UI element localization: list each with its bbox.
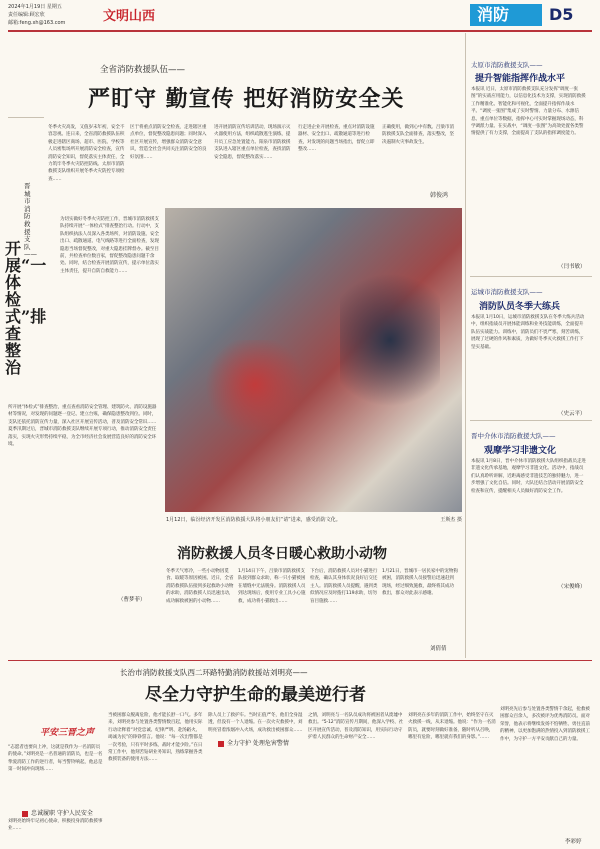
rescue-body-col3: 下台后，消防救援人员对小猫进行检查，确认其身体状况良好后交还主人。消防救援人员提醒，遇到类似情况应及时拨打119求助，切勿盲目施救…… [310,569,378,604]
rescue-body-col1: 冬季天气寒冷，一些小动物因觅食、取暖等原因被困。近日，全省消防救援队伍接到多起救助小动物的求助，消防救援人员迅速出动，成功解救被困的小动物…… [166,569,234,604]
masthead-logo: 文明山西 [103,9,156,24]
sidebar1-kicker: 太原市消防救援支队—— [471,61,543,69]
photo-highlight-2 [340,260,440,420]
lead-author: 韩俊鸿 [430,192,449,199]
bottom-author: 李彩婷 [565,839,582,845]
lead-body-col2: 区于将重点消防安全检查，走进辖区重点单位，督促整改隐患问题；同时深入社区开展宣传，增强群众消防安全意识，营造全社会共同关注消防安全的良好氛围…… [130,125,207,160]
column-logo [40,720,100,736]
header-rule [8,30,592,32]
rescue-body-col4: 1月21日，晋城市一居民家中的宠物狗被困，消防救援人员接警后迅速赶到现场，经过细致施救，最终将其成功救出，群众对此表示感谢。 [382,569,458,597]
left-story-body: 为切实做好冬季火灾防控工作，晋城市消防救援支队持续开展“一体检式”排查整治行动。行动中，支队组织执法人员深入各类场所，对消防设施、安全出口、疏散通道、电气线路等进行全面检查，发现隐患当场督促整改，对重大隐患挂牌督办。截至目前，共检查单位数百家，督促整改隐患问题千余处。同时，结合检查开展消防宣传，提示单位落实主体责任，提升自防自救能力…… [60,217,159,274]
bottom-subhead1 [22,808,93,817]
sidebar2-body: 本报讯 1月10日，运城市消防救援支队在冬季大练兵活动中，组织指战员开展体能训练和业务技能训练，全面提升队伍实战能力。训练中，消防员们不畏严寒，刻苦训练，展现了过硬的作风和素质，为做好冬季灭火救援工作打下坚实基础。 [471,315,585,350]
bottom-body-col6: 刘明亮先后参与处置各类警情千余起，抢救被困群众百余人，多次被评为优秀消防员。面对荣誉，他表示将继续发扬不怕牺牲、勇往直前的精神，以更加饱满的热情投入到消防救援工作中，为守护一方平安贡献自己的力量。 [500,707,590,742]
header-email: 邮箱:feng.xh@163.com [8,20,66,26]
header-meta [8,3,98,27]
lead-kicker: 全省消防救援队伍—— [100,65,186,75]
page-number: D5 [549,5,574,24]
photo-caption-text: 1月12日，临汾经济开发区消防救援大队将小朋友们“请”进来，感受消防文化。 [166,517,341,523]
photo-credit: 王斯杰 摄 [440,517,462,523]
sidebar3-kicker: 晋中介休市消防救援大队—— [471,432,556,440]
lead-body-col4: 行走进企业开展检查，重点对消防设施器材、安全出口、疏散通道等进行检查，对发现的问题当场指出，督促立即整改…… [298,125,375,153]
left-story-headline: 开展“一体检式”排查整治 [5,239,47,377]
rescue-body-col2: 1月14日下午，吕梁市消防救援支队接到群众求助，称一只小猫被困在墙缝中无法脱身。消防救援人员到达现场后，使用专业工具小心施救，成功将小猫救出…… [238,569,306,604]
sidebar1-author: （闫书敏） [558,264,586,270]
bottom-subhead2 [218,738,289,747]
bottom-rule [8,660,592,661]
subhead2-text: 全力守护 处理危害警情 [227,740,289,747]
left-story-body-lower: 所开展“体检式”排查整治，重点查看消防安全管理、建筑防火、消防设施器材等情况，对发现的问题逐一登记、建立台账，确保隐患整改到位。同时，支队还依托消防宣传力量，深入社区开展宣传活动，普及消防安全常识……夏季汛期过后，晋城市消防救援支队继续开展专项行动，推动消防安全责任落实，实现火灾形势持续平稳，为全市经济社会发展营造良好的消防安全环境。 [8,405,157,448]
rescue-headline: 消防救援人员冬日暖心救助小动物 [177,546,387,562]
lead-headline: 严盯守 勤宣传 把好消防安全关 [88,86,405,112]
section-title: 消防 [477,5,510,24]
column-logo-text: 平安三晋之声 [40,728,95,738]
rescue-author: 刘倩倩 [430,646,447,652]
lead-body-col1: 冬季火灾高发，又值岁末年初，安全不容忽视。连日来，全省消防救援队伍积极走进辖区商场、超市、医院、学校等人员密集场所开展消防安全检查，宣传消防安全知识，督促落实主体责任，全力筑牢冬季火灾防控防线。太原市消防救援支队组织开展冬季火灾防控专项检查…… [48,125,125,182]
subhead1-text: 忠诚履职 守护人民安全 [31,810,93,817]
sidebar1-headline: 提升智能指挥作战水平 [475,74,566,84]
bottom-headline: 尽全力守护生命的最美逆行者 [145,685,366,705]
sidebar-rule-2 [470,420,592,421]
bottom-body-col1b: 刘明亮始终牢记初心使命，积极投身消防救援事业…… [8,819,103,832]
sidebar2-headline: 消防队员冬季大练兵 [479,302,561,312]
sidebar2-kicker: 运城市消防救援支队—— [471,288,543,296]
bottom-body-col3: 除人员上了救护车。当时正值严冬，他们全身湿透，但没有一个人退缩。在一次火灾救援中，刘明亮冒着浓烟冲入火场，成功救出被困群众…… [208,713,303,733]
sidebar-divider [465,33,466,658]
sidebar3-author: （宋俊峰） [558,584,586,590]
header-date: 2024年1月19日 星期五 [8,4,62,10]
left-story-author: （曹梦菲） [118,597,146,603]
bottom-body-col2: 当被困群众脱离危险，他才能长舒一口气。多年来，刘明亮参与处置各类警情数百起，他用实际行动诠释着“对党忠诚、纪律严明、赴汤蹈火、竭诚为民”的铮铮誓言。他说：“每一次出警都是一次考验，只有平时多练，战时才能少险。”在日常工作中，他刻苦钻研业务知识，熟练掌握各类救援装备的使用方法…… [108,713,203,763]
sidebar-rule-1 [470,276,592,277]
bottom-kicker: 长治市消防救援支队西二环路特勤消防救援站刘明亮—— [120,668,308,677]
header-editor: 责任编辑:顾宏欣 [8,12,45,18]
left-story-kicker: 晋城市消防救援支队—— [24,182,37,259]
sidebar2-author: （史云平） [558,411,586,417]
bottom-body-col4: 之情，刘明亮与一名队员成功将被困者从废墟中救出。“5·12”消防宣传月期间，他深入学校、社区开展宣传活动，普及消防知识，用实际行动守护着人民群众的生命财产安全…… [308,713,404,741]
subhead2-marker [218,741,224,747]
lead-body-col3: 进开展消防宣传培训活动，现场演示灭火器使用方法，组织疏散逃生演练，提升员工应急处置能力。阳泉市消防救援支队进入辖区重点单位检查，查找消防安全隐患，督促整改落实…… [214,125,291,160]
sidebar1-body: 本报讯 近日，太原市消防救援支队充分发挥“调度一张图”的实战应用能力，以信息化技术为支撑，实现消防救援工作精准化、智能化和可视化，全面提升指挥作战水平。“调度一张图”集成了实时警情、力量分布、水源信息、重点单位等数据，指挥中心可实时掌握现场动态，科学调派力量。在实战中，“调度一张图”为高效处置各类警情提供了有力支撑，全面提高了支队的指挥调度能力。 [471,87,586,137]
photo-caption [166,516,462,524]
lead-body-col5: 正确使用，做到心中有数。吕梁市消防救援支队全面排查，落实整改，坚决遏制火灾事故发生。 [382,125,454,145]
sidebar3-body: 本报讯 1月8日，晋中介休市消防救援大队组织指战员走进非遗文化传承基地，观摩学习非遗文化。活动中，指战员们认真聆听讲解，近距离感受非遗技艺的独特魅力，进一步增强了文化自信。同时，大队还结合活动开展消防安全检查和宣传，提醒相关人员做好消防安全工作。 [471,459,586,494]
bottom-body-col5: 刘明亮在多年的消防工作中，始终坚守在灭火救援一线，从未退缩。他说：“作为一名消防员，就要时刻做好准备，随时听从召唤，哪里有危险，哪里就有我们的身影。”…… [408,713,496,741]
subhead1-marker [22,811,28,817]
bottom-body-col1: “志愿者也要向上冲，这就是我作为一名消防员的使命。”刘明亮是一名普通的消防员，也是一名挚爱消防工作的逆行者，每当警铃响起，他总是第一时间冲向现场…… [8,745,103,773]
left-rule [8,117,44,118]
photo-highlight [200,340,310,430]
sidebar3-headline: 观摩学习非遗文化 [484,446,557,456]
